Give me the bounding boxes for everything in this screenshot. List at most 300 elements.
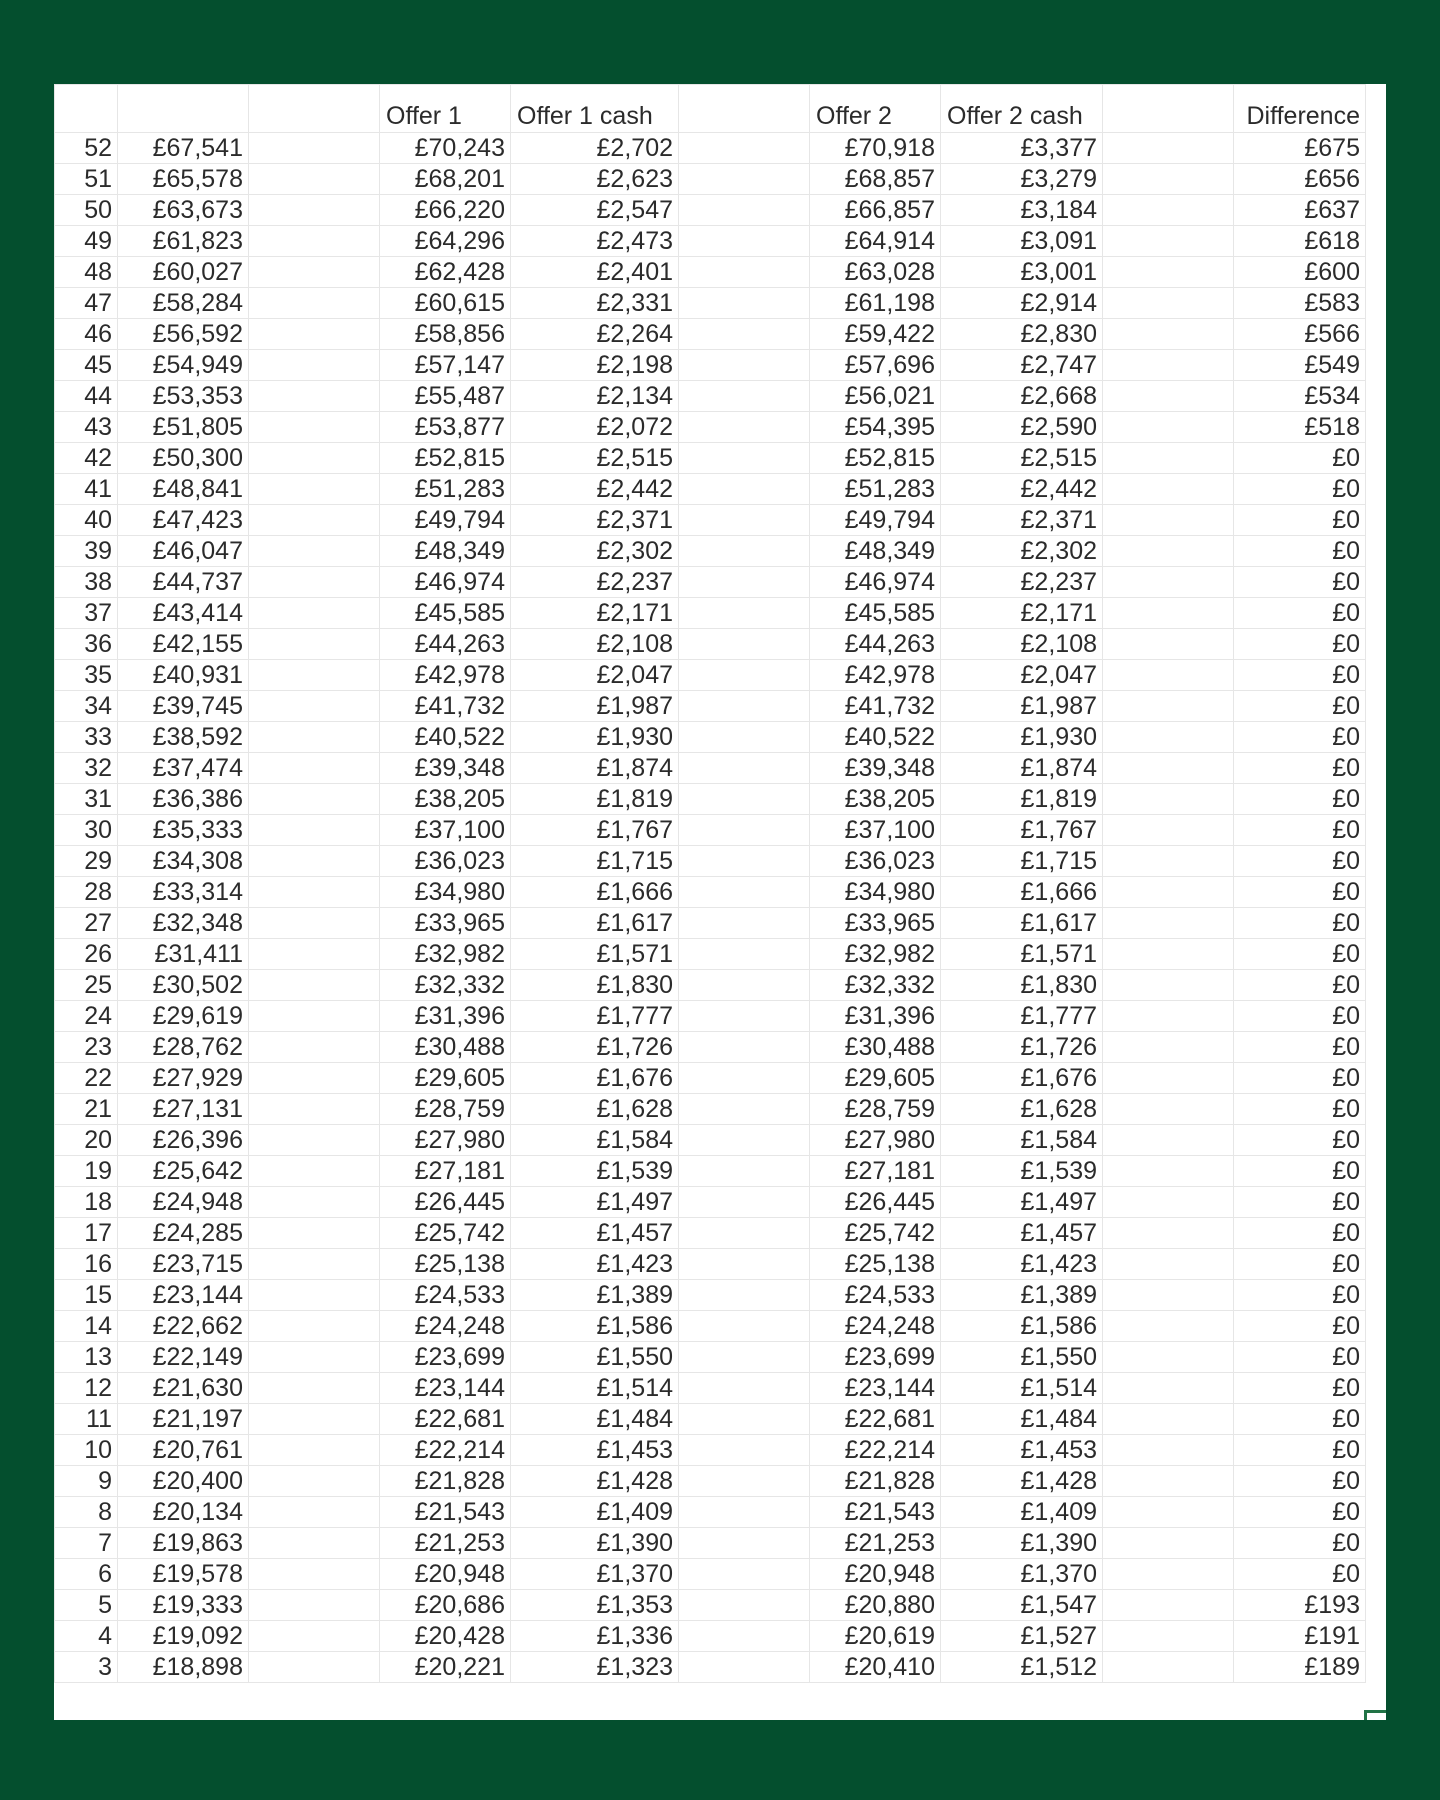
offer-2-cell[interactable]: £38,205 [810, 784, 941, 815]
offer-2-cell[interactable]: £21,828 [810, 1466, 941, 1497]
offer-1-cell[interactable]: £24,248 [380, 1311, 511, 1342]
difference-cell[interactable]: £618 [1234, 226, 1366, 257]
week-cell[interactable]: 41 [55, 474, 118, 505]
difference-cell[interactable]: £0 [1234, 753, 1366, 784]
base-value-cell[interactable]: £28,762 [118, 1032, 249, 1063]
offer-2-cash-cell[interactable]: £1,726 [941, 1032, 1103, 1063]
difference-cell[interactable]: £675 [1234, 133, 1366, 164]
empty-cell[interactable] [679, 164, 810, 195]
empty-cell[interactable] [1103, 474, 1234, 505]
empty-cell[interactable] [249, 567, 380, 598]
empty-cell[interactable] [679, 908, 810, 939]
offer-1-cell[interactable]: £20,686 [380, 1590, 511, 1621]
offer-1-cash-cell[interactable]: £2,547 [511, 195, 679, 226]
offer-2-cash-cell[interactable]: £2,171 [941, 598, 1103, 629]
empty-cell[interactable] [1103, 815, 1234, 846]
header-cell-empty[interactable] [679, 85, 810, 133]
empty-cell[interactable] [249, 288, 380, 319]
base-value-cell[interactable]: £50,300 [118, 443, 249, 474]
offer-2-cash-cell[interactable]: £2,515 [941, 443, 1103, 474]
offer-2-cash-cell[interactable]: £1,767 [941, 815, 1103, 846]
empty-cell[interactable] [679, 381, 810, 412]
offer-1-cell[interactable]: £68,201 [380, 164, 511, 195]
empty-cell[interactable] [679, 815, 810, 846]
offer-1-cell[interactable]: £41,732 [380, 691, 511, 722]
offer-2-cell[interactable]: £61,198 [810, 288, 941, 319]
offer-1-cell[interactable]: £21,543 [380, 1497, 511, 1528]
empty-cell[interactable] [249, 1404, 380, 1435]
empty-cell[interactable] [249, 1280, 380, 1311]
week-cell[interactable]: 16 [55, 1249, 118, 1280]
week-cell[interactable]: 11 [55, 1404, 118, 1435]
empty-cell[interactable] [679, 753, 810, 784]
difference-cell[interactable]: £0 [1234, 815, 1366, 846]
empty-cell[interactable] [1103, 1528, 1234, 1559]
offer-2-cash-cell[interactable]: £1,586 [941, 1311, 1103, 1342]
base-value-cell[interactable]: £46,047 [118, 536, 249, 567]
base-value-cell[interactable]: £44,737 [118, 567, 249, 598]
difference-cell[interactable]: £0 [1234, 1497, 1366, 1528]
offer-2-cell[interactable]: £24,533 [810, 1280, 941, 1311]
offer-1-cell[interactable]: £39,348 [380, 753, 511, 784]
column-header[interactable]: Offer 2 cash [941, 85, 1103, 133]
empty-cell[interactable] [1103, 1311, 1234, 1342]
offer-2-cash-cell[interactable]: £2,668 [941, 381, 1103, 412]
empty-cell[interactable] [249, 1094, 380, 1125]
offer-2-cell[interactable]: £49,794 [810, 505, 941, 536]
difference-cell[interactable]: £0 [1234, 1466, 1366, 1497]
week-cell[interactable]: 28 [55, 877, 118, 908]
empty-cell[interactable] [1103, 1497, 1234, 1528]
difference-cell[interactable]: £518 [1234, 412, 1366, 443]
offer-1-cash-cell[interactable]: £1,457 [511, 1218, 679, 1249]
base-value-cell[interactable]: £20,400 [118, 1466, 249, 1497]
offer-1-cash-cell[interactable]: £1,428 [511, 1466, 679, 1497]
offer-2-cash-cell[interactable]: £2,747 [941, 350, 1103, 381]
offer-1-cell[interactable]: £32,332 [380, 970, 511, 1001]
offer-1-cash-cell[interactable]: £1,484 [511, 1404, 679, 1435]
difference-cell[interactable]: £0 [1234, 443, 1366, 474]
empty-cell[interactable] [249, 1652, 380, 1683]
offer-1-cell[interactable]: £20,428 [380, 1621, 511, 1652]
difference-cell[interactable]: £0 [1234, 1342, 1366, 1373]
offer-2-cell[interactable]: £64,914 [810, 226, 941, 257]
offer-2-cash-cell[interactable]: £1,715 [941, 846, 1103, 877]
offer-2-cell[interactable]: £24,248 [810, 1311, 941, 1342]
empty-cell[interactable] [679, 877, 810, 908]
offer-1-cell[interactable]: £30,488 [380, 1032, 511, 1063]
empty-cell[interactable] [1103, 846, 1234, 877]
week-cell[interactable]: 42 [55, 443, 118, 474]
empty-cell[interactable] [679, 1280, 810, 1311]
empty-cell[interactable] [1103, 1063, 1234, 1094]
base-value-cell[interactable]: £22,149 [118, 1342, 249, 1373]
empty-cell[interactable] [249, 536, 380, 567]
week-cell[interactable]: 22 [55, 1063, 118, 1094]
empty-cell[interactable] [1103, 443, 1234, 474]
offer-1-cell[interactable]: £62,428 [380, 257, 511, 288]
difference-cell[interactable]: £189 [1234, 1652, 1366, 1683]
empty-cell[interactable] [1103, 567, 1234, 598]
base-value-cell[interactable]: £25,642 [118, 1156, 249, 1187]
offer-2-cash-cell[interactable]: £1,676 [941, 1063, 1103, 1094]
empty-cell[interactable] [1103, 660, 1234, 691]
base-value-cell[interactable]: £47,423 [118, 505, 249, 536]
header-cell-empty[interactable] [55, 85, 118, 133]
empty-cell[interactable] [1103, 877, 1234, 908]
empty-cell[interactable] [679, 1156, 810, 1187]
offer-2-cash-cell[interactable]: £1,628 [941, 1094, 1103, 1125]
empty-cell[interactable] [679, 1218, 810, 1249]
base-value-cell[interactable]: £23,144 [118, 1280, 249, 1311]
difference-cell[interactable]: £0 [1234, 536, 1366, 567]
empty-cell[interactable] [679, 474, 810, 505]
empty-cell[interactable] [679, 1435, 810, 1466]
week-cell[interactable]: 6 [55, 1559, 118, 1590]
empty-cell[interactable] [1103, 1590, 1234, 1621]
offer-1-cash-cell[interactable]: £1,423 [511, 1249, 679, 1280]
empty-cell[interactable] [679, 629, 810, 660]
base-value-cell[interactable]: £31,411 [118, 939, 249, 970]
empty-cell[interactable] [679, 288, 810, 319]
offer-1-cash-cell[interactable]: £1,453 [511, 1435, 679, 1466]
difference-cell[interactable]: £0 [1234, 1373, 1366, 1404]
offer-2-cash-cell[interactable]: £3,279 [941, 164, 1103, 195]
offer-2-cell[interactable]: £32,982 [810, 939, 941, 970]
week-cell[interactable]: 40 [55, 505, 118, 536]
difference-cell[interactable]: £600 [1234, 257, 1366, 288]
difference-cell[interactable]: £0 [1234, 970, 1366, 1001]
empty-cell[interactable] [249, 722, 380, 753]
offer-1-cell[interactable]: £27,181 [380, 1156, 511, 1187]
base-value-cell[interactable]: £54,949 [118, 350, 249, 381]
difference-cell[interactable]: £0 [1234, 1125, 1366, 1156]
offer-2-cash-cell[interactable]: £3,001 [941, 257, 1103, 288]
offer-2-cash-cell[interactable]: £1,987 [941, 691, 1103, 722]
offer-2-cash-cell[interactable]: £2,108 [941, 629, 1103, 660]
week-cell[interactable]: 3 [55, 1652, 118, 1683]
difference-cell[interactable]: £0 [1234, 629, 1366, 660]
empty-cell[interactable] [679, 1032, 810, 1063]
empty-cell[interactable] [679, 1590, 810, 1621]
offer-1-cash-cell[interactable]: £1,390 [511, 1528, 679, 1559]
offer-2-cash-cell[interactable]: £1,484 [941, 1404, 1103, 1435]
difference-cell[interactable]: £0 [1234, 722, 1366, 753]
base-value-cell[interactable]: £27,131 [118, 1094, 249, 1125]
offer-1-cash-cell[interactable]: £1,514 [511, 1373, 679, 1404]
empty-cell[interactable] [249, 1435, 380, 1466]
empty-cell[interactable] [249, 1373, 380, 1404]
empty-cell[interactable] [679, 691, 810, 722]
empty-cell[interactable] [1103, 753, 1234, 784]
offer-2-cell[interactable]: £22,214 [810, 1435, 941, 1466]
offer-2-cash-cell[interactable]: £1,389 [941, 1280, 1103, 1311]
offer-1-cash-cell[interactable]: £1,726 [511, 1032, 679, 1063]
offer-1-cash-cell[interactable]: £2,515 [511, 443, 679, 474]
difference-cell[interactable]: £0 [1234, 1063, 1366, 1094]
offer-2-cell[interactable]: £44,263 [810, 629, 941, 660]
offer-2-cash-cell[interactable]: £2,590 [941, 412, 1103, 443]
offer-1-cash-cell[interactable]: £2,237 [511, 567, 679, 598]
empty-cell[interactable] [249, 133, 380, 164]
column-header[interactable]: Offer 2 [810, 85, 941, 133]
offer-2-cash-cell[interactable]: £2,047 [941, 660, 1103, 691]
offer-1-cash-cell[interactable]: £2,198 [511, 350, 679, 381]
offer-1-cash-cell[interactable]: £1,389 [511, 1280, 679, 1311]
offer-2-cell[interactable]: £20,410 [810, 1652, 941, 1683]
difference-cell[interactable]: £0 [1234, 1528, 1366, 1559]
offer-2-cell[interactable]: £68,857 [810, 164, 941, 195]
base-value-cell[interactable]: £20,761 [118, 1435, 249, 1466]
empty-cell[interactable] [679, 1094, 810, 1125]
empty-cell[interactable] [249, 629, 380, 660]
week-cell[interactable]: 32 [55, 753, 118, 784]
empty-cell[interactable] [679, 133, 810, 164]
difference-cell[interactable]: £0 [1234, 1404, 1366, 1435]
offer-1-cell[interactable]: £46,974 [380, 567, 511, 598]
empty-cell[interactable] [1103, 1404, 1234, 1435]
offer-2-cash-cell[interactable]: £1,930 [941, 722, 1103, 753]
empty-cell[interactable] [679, 536, 810, 567]
empty-cell[interactable] [249, 412, 380, 443]
empty-cell[interactable] [679, 939, 810, 970]
offer-2-cell[interactable]: £37,100 [810, 815, 941, 846]
empty-cell[interactable] [679, 195, 810, 226]
empty-cell[interactable] [679, 722, 810, 753]
offer-1-cash-cell[interactable]: £1,586 [511, 1311, 679, 1342]
offer-1-cash-cell[interactable]: £2,331 [511, 288, 679, 319]
empty-cell[interactable] [679, 443, 810, 474]
base-value-cell[interactable]: £23,715 [118, 1249, 249, 1280]
base-value-cell[interactable]: £19,092 [118, 1621, 249, 1652]
empty-cell[interactable] [1103, 536, 1234, 567]
offer-1-cell[interactable]: £20,221 [380, 1652, 511, 1683]
empty-cell[interactable] [249, 257, 380, 288]
offer-1-cash-cell[interactable]: £1,409 [511, 1497, 679, 1528]
base-value-cell[interactable]: £60,027 [118, 257, 249, 288]
offer-2-cash-cell[interactable]: £2,830 [941, 319, 1103, 350]
offer-2-cash-cell[interactable]: £1,497 [941, 1187, 1103, 1218]
offer-2-cash-cell[interactable]: £1,409 [941, 1497, 1103, 1528]
week-cell[interactable]: 20 [55, 1125, 118, 1156]
empty-cell[interactable] [1103, 1559, 1234, 1590]
offer-2-cash-cell[interactable]: £1,423 [941, 1249, 1103, 1280]
empty-cell[interactable] [249, 939, 380, 970]
empty-cell[interactable] [249, 1311, 380, 1342]
week-cell[interactable]: 51 [55, 164, 118, 195]
empty-cell[interactable] [249, 1590, 380, 1621]
offer-2-cell[interactable]: £45,585 [810, 598, 941, 629]
empty-cell[interactable] [1103, 1125, 1234, 1156]
offer-1-cash-cell[interactable]: £1,571 [511, 939, 679, 970]
week-cell[interactable]: 52 [55, 133, 118, 164]
empty-cell[interactable] [1103, 1621, 1234, 1652]
offer-1-cell[interactable]: £20,948 [380, 1559, 511, 1590]
difference-cell[interactable]: £0 [1234, 877, 1366, 908]
offer-2-cash-cell[interactable]: £2,442 [941, 474, 1103, 505]
base-value-cell[interactable]: £67,541 [118, 133, 249, 164]
week-cell[interactable]: 18 [55, 1187, 118, 1218]
offer-1-cell[interactable]: £21,253 [380, 1528, 511, 1559]
empty-cell[interactable] [1103, 412, 1234, 443]
difference-cell[interactable]: £583 [1234, 288, 1366, 319]
base-value-cell[interactable]: £24,285 [118, 1218, 249, 1249]
offer-1-cell[interactable]: £22,214 [380, 1435, 511, 1466]
difference-cell[interactable]: £0 [1234, 1280, 1366, 1311]
offer-1-cell[interactable]: £42,978 [380, 660, 511, 691]
difference-cell[interactable]: £0 [1234, 691, 1366, 722]
week-cell[interactable]: 43 [55, 412, 118, 443]
offer-2-cell[interactable]: £25,138 [810, 1249, 941, 1280]
offer-2-cash-cell[interactable]: £1,617 [941, 908, 1103, 939]
difference-cell[interactable]: £549 [1234, 350, 1366, 381]
week-cell[interactable]: 26 [55, 939, 118, 970]
offer-1-cell[interactable]: £22,681 [380, 1404, 511, 1435]
empty-cell[interactable] [249, 908, 380, 939]
offer-2-cell[interactable]: £28,759 [810, 1094, 941, 1125]
empty-cell[interactable] [679, 970, 810, 1001]
empty-cell[interactable] [1103, 319, 1234, 350]
offer-1-cell[interactable]: £58,856 [380, 319, 511, 350]
empty-cell[interactable] [1103, 629, 1234, 660]
week-cell[interactable]: 24 [55, 1001, 118, 1032]
difference-cell[interactable]: £0 [1234, 1001, 1366, 1032]
base-value-cell[interactable]: £53,353 [118, 381, 249, 412]
empty-cell[interactable] [679, 1001, 810, 1032]
offer-1-cash-cell[interactable]: £1,666 [511, 877, 679, 908]
base-value-cell[interactable]: £36,386 [118, 784, 249, 815]
empty-cell[interactable] [1103, 1652, 1234, 1683]
offer-1-cell[interactable]: £53,877 [380, 412, 511, 443]
offer-2-cell[interactable]: £54,395 [810, 412, 941, 443]
offer-1-cash-cell[interactable]: £1,617 [511, 908, 679, 939]
offer-2-cash-cell[interactable]: £1,666 [941, 877, 1103, 908]
empty-cell[interactable] [249, 164, 380, 195]
empty-cell[interactable] [1103, 1032, 1234, 1063]
empty-cell[interactable] [1103, 381, 1234, 412]
offer-1-cash-cell[interactable]: £1,336 [511, 1621, 679, 1652]
difference-cell[interactable]: £0 [1234, 908, 1366, 939]
empty-cell[interactable] [1103, 1001, 1234, 1032]
offer-2-cell[interactable]: £21,253 [810, 1528, 941, 1559]
week-cell[interactable]: 49 [55, 226, 118, 257]
offer-2-cell[interactable]: £26,445 [810, 1187, 941, 1218]
empty-cell[interactable] [1103, 1373, 1234, 1404]
empty-cell[interactable] [249, 598, 380, 629]
offer-2-cash-cell[interactable]: £1,777 [941, 1001, 1103, 1032]
offer-1-cash-cell[interactable]: £2,134 [511, 381, 679, 412]
empty-cell[interactable] [249, 877, 380, 908]
offer-2-cash-cell[interactable]: £1,370 [941, 1559, 1103, 1590]
offer-2-cash-cell[interactable]: £3,377 [941, 133, 1103, 164]
offer-1-cell[interactable]: £51,283 [380, 474, 511, 505]
offer-1-cell[interactable]: £26,445 [380, 1187, 511, 1218]
offer-2-cell[interactable]: £27,980 [810, 1125, 941, 1156]
empty-cell[interactable] [249, 226, 380, 257]
week-cell[interactable]: 29 [55, 846, 118, 877]
difference-cell[interactable]: £0 [1234, 567, 1366, 598]
empty-cell[interactable] [1103, 133, 1234, 164]
base-value-cell[interactable]: £20,134 [118, 1497, 249, 1528]
offer-2-cell[interactable]: £42,978 [810, 660, 941, 691]
difference-cell[interactable]: £191 [1234, 1621, 1366, 1652]
week-cell[interactable]: 36 [55, 629, 118, 660]
empty-cell[interactable] [1103, 939, 1234, 970]
empty-cell[interactable] [1103, 908, 1234, 939]
offer-1-cell[interactable]: £66,220 [380, 195, 511, 226]
offer-1-cash-cell[interactable]: £2,702 [511, 133, 679, 164]
base-value-cell[interactable]: £24,948 [118, 1187, 249, 1218]
week-cell[interactable]: 9 [55, 1466, 118, 1497]
empty-cell[interactable] [249, 1249, 380, 1280]
difference-cell[interactable]: £656 [1234, 164, 1366, 195]
empty-cell[interactable] [1103, 226, 1234, 257]
offer-2-cell[interactable]: £23,144 [810, 1373, 941, 1404]
offer-1-cash-cell[interactable]: £2,442 [511, 474, 679, 505]
base-value-cell[interactable]: £22,662 [118, 1311, 249, 1342]
week-cell[interactable]: 19 [55, 1156, 118, 1187]
week-cell[interactable]: 10 [55, 1435, 118, 1466]
base-value-cell[interactable]: £34,308 [118, 846, 249, 877]
offer-2-cash-cell[interactable]: £3,091 [941, 226, 1103, 257]
empty-cell[interactable] [249, 443, 380, 474]
base-value-cell[interactable]: £58,284 [118, 288, 249, 319]
base-value-cell[interactable]: £40,931 [118, 660, 249, 691]
empty-cell[interactable] [249, 691, 380, 722]
base-value-cell[interactable]: £21,197 [118, 1404, 249, 1435]
week-cell[interactable]: 48 [55, 257, 118, 288]
week-cell[interactable]: 33 [55, 722, 118, 753]
empty-cell[interactable] [249, 970, 380, 1001]
difference-cell[interactable]: £193 [1234, 1590, 1366, 1621]
offer-2-cell[interactable]: £21,543 [810, 1497, 941, 1528]
base-value-cell[interactable]: £29,619 [118, 1001, 249, 1032]
empty-cell[interactable] [679, 598, 810, 629]
offer-2-cash-cell[interactable]: £1,550 [941, 1342, 1103, 1373]
week-cell[interactable]: 27 [55, 908, 118, 939]
empty-cell[interactable] [679, 660, 810, 691]
empty-cell[interactable] [1103, 1156, 1234, 1187]
empty-cell[interactable] [249, 1342, 380, 1373]
week-cell[interactable]: 37 [55, 598, 118, 629]
empty-cell[interactable] [249, 660, 380, 691]
empty-cell[interactable] [1103, 598, 1234, 629]
offer-1-cash-cell[interactable]: £1,715 [511, 846, 679, 877]
base-value-cell[interactable]: £43,414 [118, 598, 249, 629]
offer-2-cash-cell[interactable]: £2,371 [941, 505, 1103, 536]
offer-1-cell[interactable]: £57,147 [380, 350, 511, 381]
base-value-cell[interactable]: £33,314 [118, 877, 249, 908]
offer-1-cell[interactable]: £36,023 [380, 846, 511, 877]
empty-cell[interactable] [679, 1249, 810, 1280]
difference-cell[interactable]: £0 [1234, 784, 1366, 815]
offer-1-cell[interactable]: £52,815 [380, 443, 511, 474]
column-header[interactable]: Offer 1 [380, 85, 511, 133]
offer-1-cash-cell[interactable]: £2,473 [511, 226, 679, 257]
column-header[interactable]: Difference [1234, 85, 1366, 133]
offer-1-cash-cell[interactable]: £2,072 [511, 412, 679, 443]
empty-cell[interactable] [1103, 350, 1234, 381]
offer-1-cell[interactable]: £25,138 [380, 1249, 511, 1280]
base-value-cell[interactable]: £61,823 [118, 226, 249, 257]
offer-2-cash-cell[interactable]: £2,302 [941, 536, 1103, 567]
offer-1-cell[interactable]: £28,759 [380, 1094, 511, 1125]
empty-cell[interactable] [1103, 722, 1234, 753]
offer-2-cell[interactable]: £32,332 [810, 970, 941, 1001]
offer-1-cash-cell[interactable]: £1,370 [511, 1559, 679, 1590]
offer-2-cash-cell[interactable]: £1,527 [941, 1621, 1103, 1652]
offer-1-cash-cell[interactable]: £2,047 [511, 660, 679, 691]
